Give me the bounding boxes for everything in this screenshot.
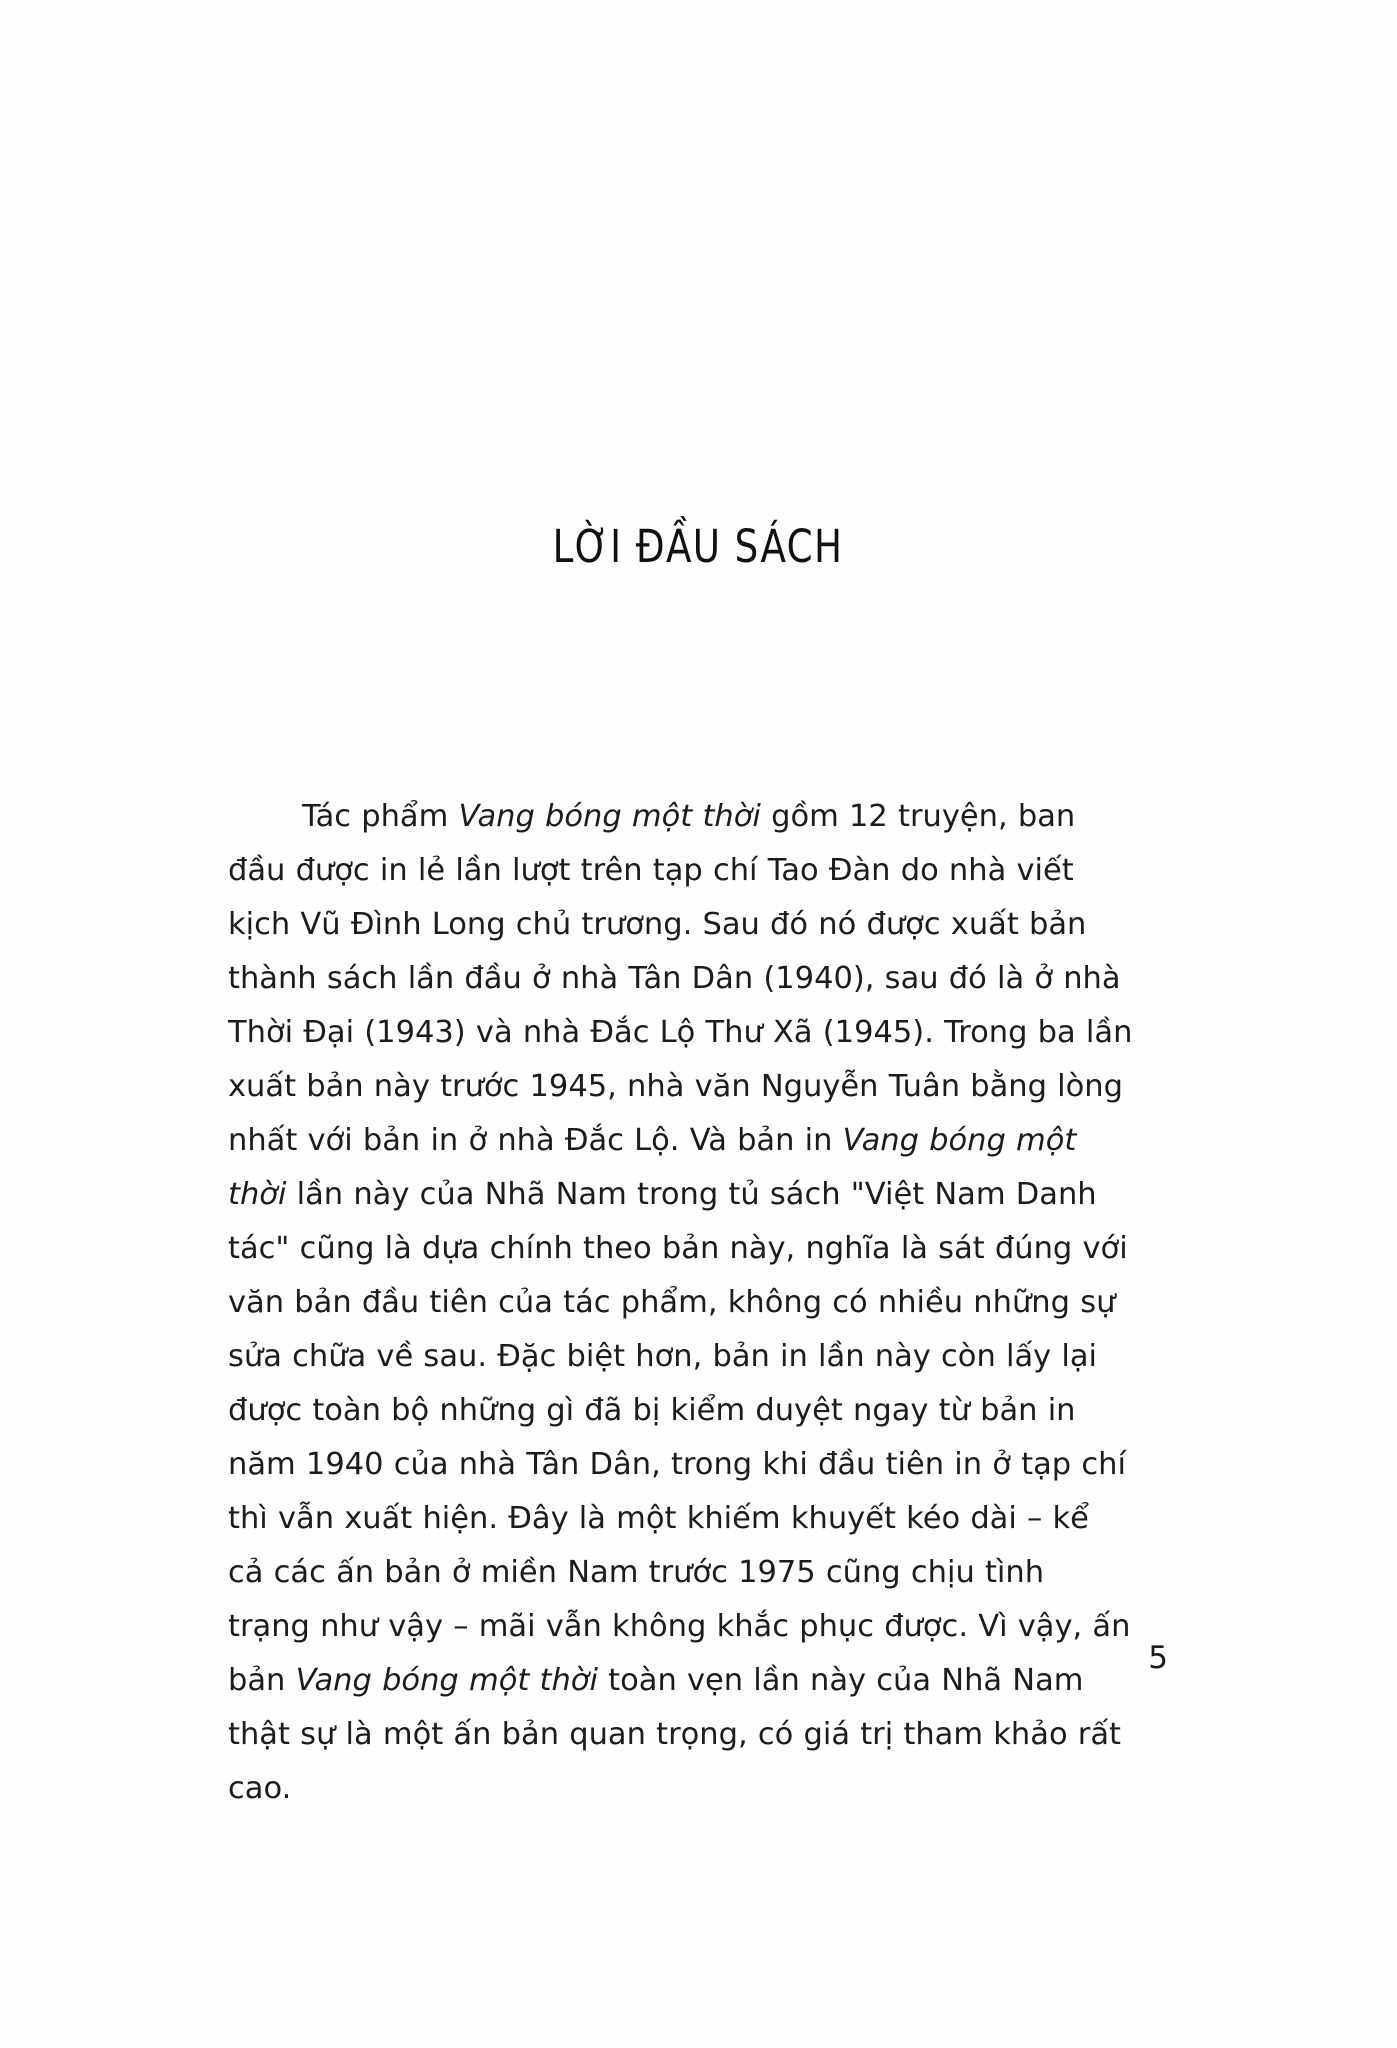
text-run: toàn vẹn lần này của Nhã Nam thật sự là một ấn bản quan trọng, có giá trị tham khảo rất cao. — [228, 1663, 1121, 1806]
title-italic-run: Vang bóng một thời — [228, 1123, 1077, 1212]
title-italic-run: Vang bóng — [295, 1663, 459, 1698]
text-run: gồm 12 truyện, ban đầu được in lẻ lần lượt trên tạp chí Tao Đàn do nhà viết kịch Vũ Đình Long chủ trương. Sau đó nó được xuất bản thành sách lần đầu ở nhà Tân Dân (1940), sau đó là ở nhà Thời Đại (1943) và nhà Đắc Lộ Thư Xã (1945). Trong ba lần xuất bản này trước 1945, nhà văn Nguyễn Tuân bằng lòng nhất với bản in ở nhà Đắc Lộ. Và bản in — [228, 799, 1133, 1158]
title-italic-run: một thời — [468, 1663, 598, 1698]
page-number: 5 — [1148, 1640, 1168, 1676]
title-italic-run: Vang bóng một thời — [458, 799, 761, 834]
text-run: lần này của Nhã Nam trong tủ sách "Việt Nam Danh tác" cũng là dựa chính theo bản này, nghĩa là sát đúng với văn bản đầu tiên của tác phẩm, không có nhiều những sự sửa chữa về sau. Đặc biệt hơn, bản in lần này còn lấy lại được toàn bộ những gì đã bị kiểm duyệt ngay từ bản in năm 1940 của nhà Tân Dân, trong khi đầu tiên in ở tạp chí thì vẫn xuất hiện. Đây là một khiếm khuyết kéo dài – kể cả các ấn bản ở miền Nam trước 1975 cũng chịu tình trạng như vậy – mãi vẫn không khắc phục được. Vì vậy, ấn bản — [228, 1177, 1131, 1698]
page-title: LỜI ĐẦU SÁCH — [552, 520, 844, 573]
page-content — [228, 0, 1168, 2048]
text-run: Tác phẩm — [302, 799, 459, 834]
